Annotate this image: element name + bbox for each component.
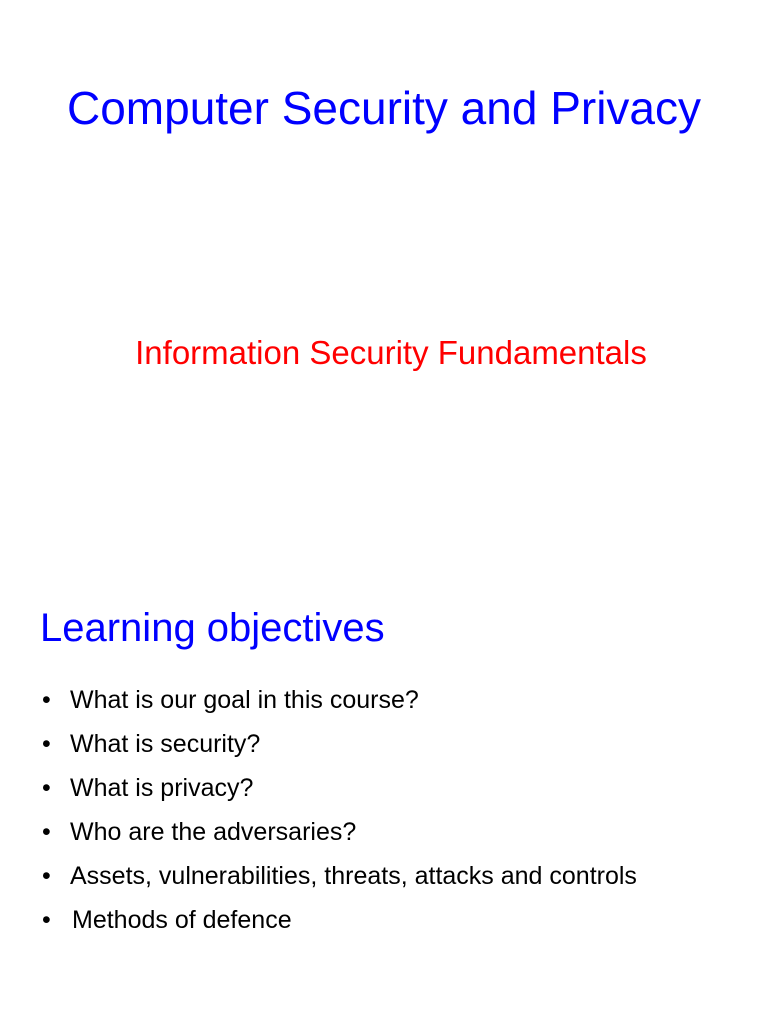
page-subtitle: Information Security Fundamentals <box>135 334 647 371</box>
bullet-icon: • <box>42 686 51 714</box>
objective-text: Who are the adversaries? <box>70 818 357 846</box>
bullet-icon: • <box>42 730 51 758</box>
objective-text: What is security? <box>70 730 261 758</box>
objective-text: What is privacy? <box>70 774 254 802</box>
bullet-icon: • <box>42 818 51 846</box>
page-title: Computer Security and Privacy <box>66 82 702 134</box>
bullet-icon: • <box>42 906 51 934</box>
section-heading: Learning objectives <box>40 606 385 650</box>
objective-text: Methods of defence <box>72 906 292 934</box>
objective-text: What is our goal in this course? <box>70 686 419 714</box>
bullet-icon: • <box>42 774 51 802</box>
objective-text: Assets, vulnerabilities, threats, attacks and controls <box>70 862 637 890</box>
bullet-icon: • <box>42 862 51 890</box>
